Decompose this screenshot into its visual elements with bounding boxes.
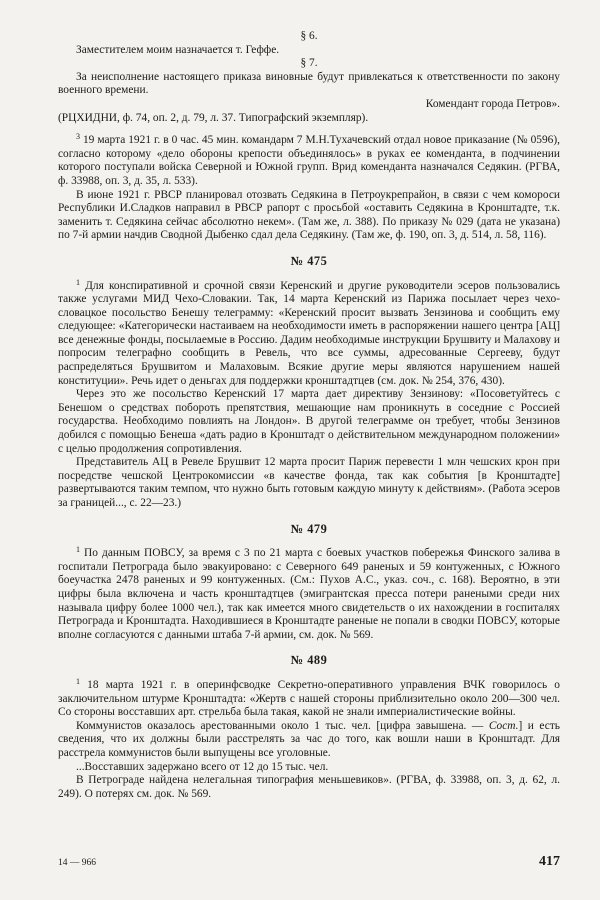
- page-number: 417: [539, 854, 560, 869]
- doc-475-paragraph-1: Для конспиративной и срочной связи Керенский и другие руководители эсеров пользовались также услугами МИД Чехо-Словакии. Так, 14 марта Керенский из Парижа посылает через чехо-словацкое посольство Бенешу телеграмму: «Керенский просит вызвать Зензинова и сообщить ему следующее: «Категорически настаиваем на необходимости иметь в распоряжении нашего центра [АЦ] все денежные фонды, посылаемые в Россию. Дадим необходимые инструкции Брушвиту и Малахову и попросим телеграфно сообщить в Ревель, что все суммы, адресованные Сергееву, будут распределяться Брушвитом и Малаховым. Всякие другие меры являются нарушением нашей конституции». Речь идет о деньгах для поддержки кронштадтцев (см. док. № 254, 376, 430).: [58, 279, 560, 387]
- footnote-3: [58, 134, 560, 188]
- doc-489-paragraph-2-start: Коммунистов оказалось арестованными около 1 тыс. чел. [цифра завышена. —: [76, 719, 489, 732]
- doc-489-paragraph-2-end: ] и есть сведения, что их должны были расстрелять за час до того, как вошли наши в Кронштадт. Для расстрела коммунистов были выпущены все уголовные.: [58, 719, 560, 759]
- page-footer: [58, 855, 560, 871]
- footnote-mark: 1: [76, 277, 80, 287]
- doc-489-heading: № 489: [290, 653, 328, 668]
- printer-signature: 14 — 966: [58, 858, 96, 868]
- doc-479-heading: № 479: [290, 521, 328, 536]
- section-6-heading: § 6.: [300, 30, 318, 42]
- compiler-note: Сост.: [488, 719, 519, 732]
- footnote-mark: 1: [76, 676, 80, 686]
- footnote-mark: 3: [76, 132, 80, 142]
- deputy-line: Заместителем моим назначается т. Геффе.: [76, 43, 280, 56]
- doc-475-heading: № 475: [290, 253, 328, 268]
- section-7-heading: § 7.: [300, 57, 318, 70]
- archive-reference: (РЦХИДНИ, ф. 74, оп. 2, д. 79, л. 37. Типографский экземпляр).: [58, 111, 369, 124]
- doc-475-paragraph-2: Через это же посольство Керенский 17 марта дает директиву Зензинову: «Посоветуйтесь с Бенешом о средствах побороть препятствия, мешающие нам проникнуть в соседние с Россией государства. Необходимо повлиять на Лондон». В другой телеграмме он требует, чтобы Зензинов добился с помощью Бенеша «дать радио в Кронштадт о действительном международном положении» с целью продолжения сопротивления.: [58, 388, 560, 455]
- doc-475-paragraph-3: Представитель АЦ в Ревеле Брушвит 12 марта просит Париж перевести 1 млн чешских крон при посредстве чешской Центрокомиссии «в качестве фонда, так как события [в Кронштадте] развертываются таким темпом, что нужно быть готовым каждую минуту к действиям». (Работа эсеров за границей..., с. 22—23.): [58, 456, 560, 509]
- doc-479-paragraph-1: По данным ПОВСУ, за время с 3 по 21 марта с боевых участков побережья Финского залива в госпитали Петрограда было эвакуировано: с Северного 649 раненых и 59 контуженных, с Южного боеучастка 2478 раненых и 99 контуженных. (См.: Пухов А.С., указ. соч., с. 168). Вероятно, в эти цифры была включена и часть кронштадтцев (эмигрантская пресса потери ранеными среди них называла цифру более 1000 чел.), так как имеется много свидетельств о их нахождении в госпиталях Петрограда и Кронштадта. Находившиеся в Кронштадте раненые не попали в сводки ПОВСУ, которые вполне согласуются с данными штаба 7-й армии, см. док. № 569.: [58, 547, 560, 641]
- footnote-mark: 1: [76, 545, 80, 555]
- footnote-3-continuation: В июне 1921 г. РВСР планировал отозвать Седякина в Петроукрепрайон, в связи с чем комороси Республики И.Сладков направил в РВСР рапорт с просьбой «оставить Седякина в Кронштадте, т.к. заменить т. Седякина сейчас абсолютно некем». (Там же, л. 388). По приказу № 029 (дата не указана) по 7-й армии начдив Сводной Дыбенко сдал дела Седякину. (Там же, ф. 190, оп. 3, д. 514, л. 58, 116).: [58, 188, 560, 242]
- doc-489-paragraph-2: [58, 720, 560, 761]
- doc-489-paragraph-3: ...Восставших задержано всего от 12 до 15 тыс. чел.: [76, 760, 329, 773]
- commandant-signature: Комендант города Петров».: [425, 97, 560, 110]
- doc-479-note: [58, 547, 560, 642]
- doc-489-paragraph-1: 18 марта 1921 г. в оперинфсводке Секретно-оперативного управления ВЧК говорилось о заключительном штурме Кронштадта: «Жертв с нашей стороны приблизительно около 200—300 чел. Со стороны восставших арт. стрельба была такая, какой не знали империалистические войны.: [58, 678, 560, 719]
- doc-489-paragraph-4: В Петрограде найдена нелегальная типография меньшевиков». (РГВА, ф. 33988, оп. 3, д. 62, л. 249). О потерях см. док. № 569.: [58, 774, 560, 800]
- doc-475-note: [58, 277, 560, 389]
- footnote-3-text: 19 марта 1921 г. в 0 час. 45 мин. командарм 7 М.Н.Тухачевский отдал новое приказание (№ 0596), согласно которому «дело обороны крепости объединялось» в руках ее коменданта, в подчинении которого поступали войска Северной и Южной групп. Врид коменданта назначался Седякин. (РГВА, ф. 33988, оп. 3, д. 35, л. 533).: [58, 134, 560, 187]
- doc-489-note: [58, 676, 560, 720]
- penalty-paragraph: За неисполнение настоящего приказа виновные будут привлекаться к ответственности по закону военного времени.: [58, 70, 560, 97]
